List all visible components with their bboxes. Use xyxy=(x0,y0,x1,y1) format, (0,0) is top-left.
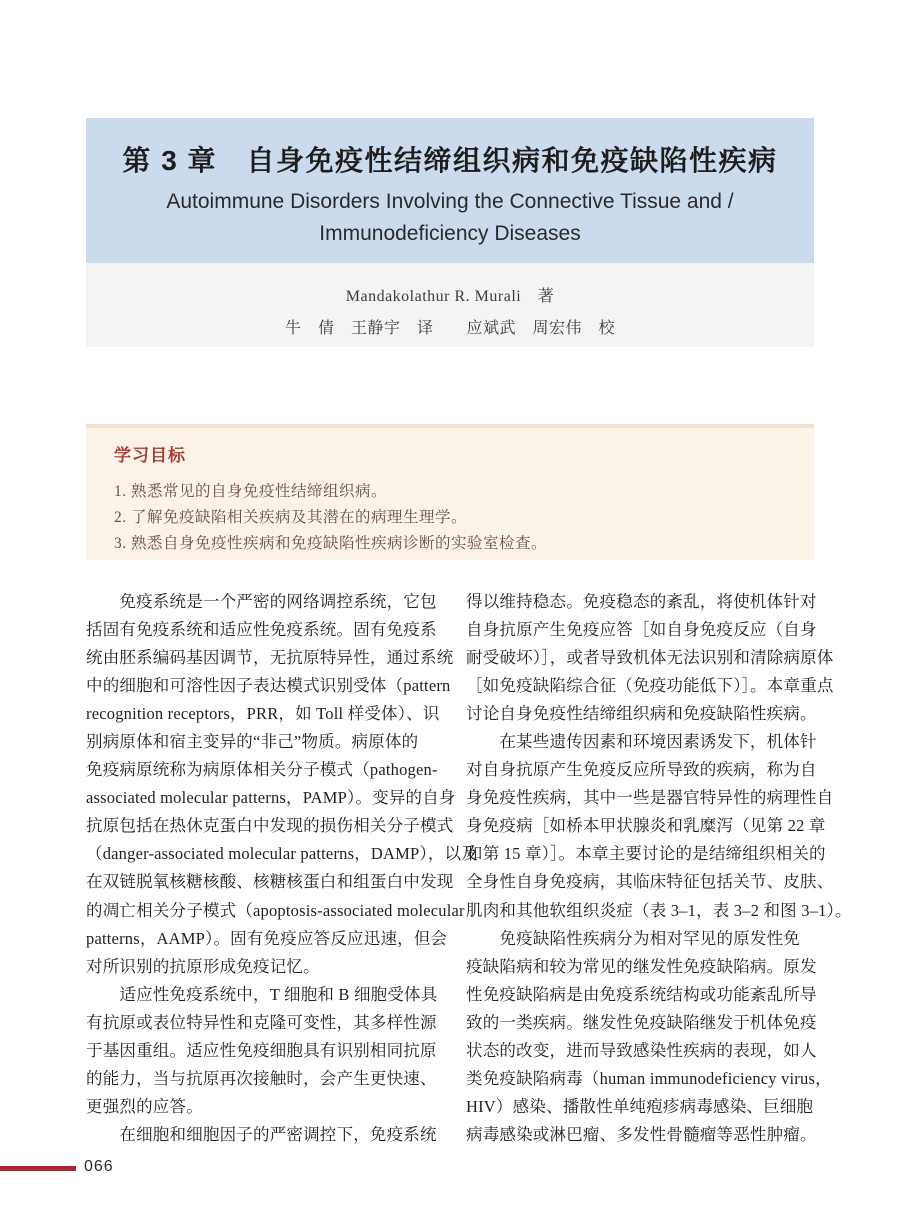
chapter-title: 第 3 章 自身免疫性结缔组织病和免疫缺陷性疾病 xyxy=(122,145,778,176)
body-text-line: ［如免疫缺陷综合征（免疫功能低下）］。本章重点 xyxy=(466,676,834,696)
body-text-line: 抗原包括在热休克蛋白中发现的损伤相关分子模式 xyxy=(86,816,454,836)
body-text-line: recognition receptors，PRR，如 Toll 样受体）、识 xyxy=(86,704,440,724)
body-text-line: 统由胚系编码基因调节，无抗原特异性，通过系统 xyxy=(86,648,454,668)
body-text-line: 状态的改变，进而导致感染性疾病的表现，如人 xyxy=(466,1040,817,1060)
body-text-line: 括固有免疫系统和适应性免疫系统。固有免疫系 xyxy=(86,620,437,640)
body-left-column xyxy=(86,588,478,1149)
objective-item: 2. 了解免疫缺陷相关疾病及其潜在的病理生理学。 xyxy=(114,509,468,526)
body-text-line: 全身性自身免疫病，其临床特征包括关节、皮肤、 xyxy=(466,872,834,892)
body-right-column xyxy=(466,588,852,1149)
body-text-line: 肌肉和其他软组织炎症（表 3–1，表 3–2 和图 3–1）。 xyxy=(466,900,852,920)
body-text-line: 耐受破坏）］，或者导致机体无法识别和清除病原体 xyxy=(466,648,834,668)
body-text-line: associated molecular patterns，PAMP）。变异的自身 xyxy=(86,788,456,808)
body-text-line: 于基因重组。适应性免疫细胞具有识别相同抗原 xyxy=(86,1040,437,1060)
body-text-line: 有抗原或表位特异性和克隆可变性，其多样性源 xyxy=(86,1012,437,1032)
body-text-line: 适应性免疫系统中，T 细胞和 B 细胞受体具 xyxy=(86,984,438,1004)
body-text-line: 类免疫缺陷病毒（human immunodeficiency virus， xyxy=(466,1068,832,1088)
body-text-line: 中的细胞和可溶性因子表达模式识别受体（pattern xyxy=(86,676,451,696)
body-text-line: 对自身抗原产生免疫反应所导致的疾病，称为自 xyxy=(466,760,817,780)
author-strip xyxy=(86,263,814,347)
learning-objectives-box xyxy=(86,424,814,560)
body-text-line: 身免疫性疾病，其中一些是器官特异性的病理性自 xyxy=(466,788,834,808)
chapter-subtitle-en-line2: Immunodeficiency Diseases xyxy=(319,222,581,245)
footer-rule xyxy=(0,1166,76,1171)
body-text-line: 在细胞和细胞因子的严密调控下，免疫系统 xyxy=(86,1124,437,1144)
chapter-subtitle-en-line1: Autoimmune Disorders Involving the Connective Tissue and / xyxy=(166,190,734,213)
body-text-line: patterns，AAMP）。固有免疫应答反应迅速，但会 xyxy=(86,928,448,948)
body-text-line: 致的一类疾病。继发性免疫缺陷继发于机体免疫 xyxy=(466,1012,817,1032)
objective-item: 3. 熟悉自身免疫性疾病和免疫缺陷性疾病诊断的实验室检查。 xyxy=(114,535,548,552)
body-text-line: 免疫系统是一个严密的网络调控系统，它包 xyxy=(86,592,437,611)
body-text-line: 得以维持稳态。免疫稳态的紊乱，将使机体针对 xyxy=(466,592,817,611)
body-text-line: 的凋亡相关分子模式（apoptosis-associated molecular xyxy=(86,900,465,920)
body-text-line: 别病原体和宿主变异的“非己”物质。病原体的 xyxy=(86,732,419,752)
body-text-line: 在双链脱氧核糖核酸、核糖核蛋白和组蛋白中发现 xyxy=(86,872,454,892)
page-number: 066 xyxy=(84,1158,114,1175)
body-text-line: （danger-associated molecular patterns，DAMP），以及 xyxy=(86,844,478,864)
body-text-line: 在某些遗传因素和环境因素诱发下，机体针 xyxy=(466,732,817,752)
body-text-line: 病毒感染或淋巴瘤、多发性骨髓瘤等恶性肿瘤。 xyxy=(466,1124,817,1144)
objective-item: 1. 熟悉常见的自身免疫性结缔组织病。 xyxy=(114,483,388,500)
author-line: Mandakolathur R. Murali 著 xyxy=(345,288,555,305)
body-text-line: 自身抗原产生免疫应答［如自身免疫反应（自身 xyxy=(466,620,817,640)
body-text-line: 免疫缺陷性疾病分为相对罕见的原发性免 xyxy=(466,928,800,948)
body-text-line: 的能力，当与抗原再次接触时，会产生更快速、 xyxy=(86,1068,437,1088)
body-text-line: 对所识别的抗原形成免疫记忆。 xyxy=(86,956,320,976)
learning-objectives-list xyxy=(114,479,784,557)
chapter-subtitle-en xyxy=(86,186,814,250)
body-text-line: HIV）感染、播散性单纯疱疹病毒感染、巨细胞 xyxy=(466,1096,814,1116)
body-text-line: 讨论自身免疫性结缔组织病和免疫缺陷性疾病。 xyxy=(466,704,817,724)
body-text-line: 身免疫病［如桥本甲状腺炎和乳糜泻（见第 22 章 xyxy=(466,816,826,836)
body-text-line: 性免疫缺陷病是由免疫系统结构或功能紊乱所导 xyxy=(466,984,817,1004)
translator-line: 牛 倩 王静宇 译 应斌武 周宏伟 校 xyxy=(284,320,615,337)
body-text-line: 更强烈的应答。 xyxy=(86,1096,203,1116)
body-text-line: 免疫病原统称为病原体相关分子模式（pathogen- xyxy=(86,760,438,780)
chapter-header-box xyxy=(86,118,814,263)
learning-objectives-title: 学习目标 xyxy=(114,446,186,465)
body-text-line: 和第 15 章）］。本章主要讨论的是结缔组织相关的 xyxy=(466,844,826,864)
body-text-line: 疫缺陷病和较为常见的继发性免疫缺陷病。原发 xyxy=(466,956,817,976)
